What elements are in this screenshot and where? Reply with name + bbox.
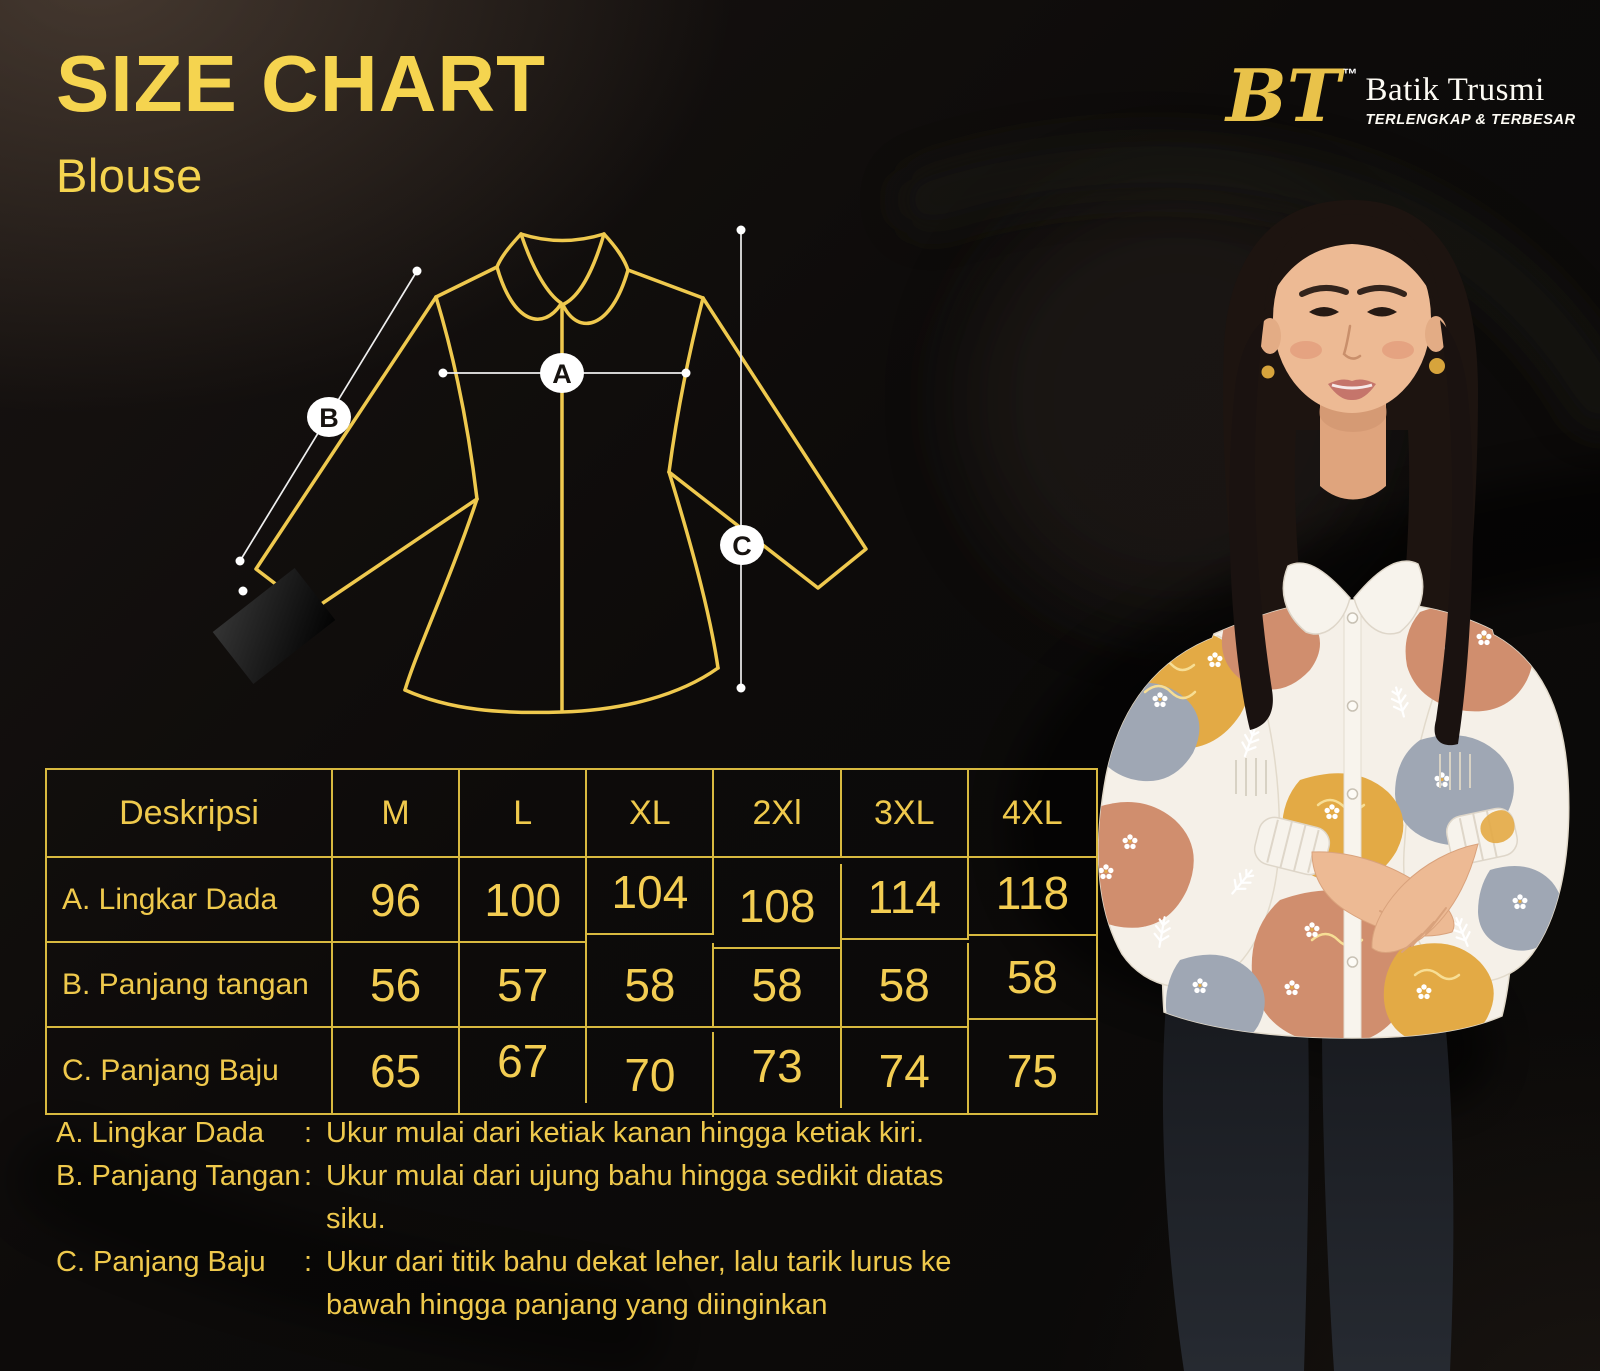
column-header: XL	[587, 770, 714, 858]
table-cell: 75	[1006, 1044, 1058, 1097]
brand-monogram: BT	[1226, 53, 1341, 138]
note-text: Ukur mulai dari ujung bahu hingga sedikit diatas siku.	[326, 1159, 944, 1235]
table-cell: 56	[333, 943, 460, 1028]
table-cell: 100	[460, 858, 587, 943]
column-header: L	[460, 770, 587, 858]
note-row	[56, 1241, 976, 1327]
note-row	[56, 1112, 976, 1155]
table-cell: 65	[333, 1028, 460, 1113]
header	[56, 39, 546, 203]
note-label: A. Lingkar Dada	[56, 1117, 264, 1149]
table-cell: 58	[969, 935, 1096, 1020]
table-cell: 108	[714, 864, 841, 949]
table-cell: 58	[842, 943, 969, 1028]
blouse-outline	[256, 234, 866, 712]
measurement-marker-a	[540, 353, 584, 393]
earring	[1262, 366, 1275, 379]
trademark-symbol: ™	[1342, 66, 1358, 83]
table-cell: 58	[587, 943, 714, 1028]
note-separator: :	[304, 1117, 313, 1149]
brand-logo	[1226, 53, 1576, 138]
svg-text:C: C	[732, 531, 752, 561]
blouse-measurement-diagram	[213, 226, 866, 713]
svg-text:B: B	[319, 403, 339, 433]
note-text: Ukur dari titik bahu dekat leher, lalu tarik lurus ke bawah hingga panjang yang diinginkan	[326, 1245, 952, 1321]
table-cell: 70	[587, 1032, 714, 1117]
note-label: B. Panjang Tangan	[56, 1159, 301, 1192]
model-legs	[1163, 1005, 1453, 1371]
table-cell: 73	[714, 1023, 841, 1108]
page-subtitle: Blouse	[56, 149, 203, 202]
note-text: Ukur mulai dari ketiak kanan hingga ketiak kiri.	[326, 1117, 924, 1149]
row-label: C. Panjang Baju	[47, 1028, 333, 1113]
earring	[1429, 358, 1445, 374]
table-cell: 57	[460, 943, 587, 1028]
table-cell: 74	[842, 1028, 969, 1113]
row-label: A. Lingkar Dada	[47, 858, 333, 943]
size-table	[45, 768, 1098, 1115]
brand-name: Batik Trusmi	[1365, 72, 1545, 108]
measurement-notes	[56, 1112, 976, 1327]
page-title: SIZE CHART	[56, 39, 546, 128]
svg-text:A: A	[552, 359, 572, 389]
column-header: 3XL	[842, 770, 969, 858]
table-cell: 118	[969, 851, 1096, 936]
column-header: M	[333, 770, 460, 858]
column-header: Deskripsi	[47, 770, 333, 858]
row-label: B. Panjang tangan	[47, 943, 333, 1028]
note-label: C. Panjang Baju	[56, 1245, 266, 1278]
table-cell: 114	[842, 855, 969, 940]
note-separator: :	[304, 1245, 313, 1278]
table-cell: 67	[460, 1018, 587, 1103]
note-separator: :	[304, 1159, 313, 1192]
note-row	[56, 1155, 976, 1241]
brand-tagline: TERLENGKAP & TERBESAR	[1365, 112, 1576, 128]
table-cell: 58	[714, 943, 841, 1028]
column-header: 4XL	[969, 770, 1096, 858]
table-cell: 96	[333, 858, 460, 943]
column-header: 2Xl	[714, 770, 841, 858]
cuff-dark-patch	[213, 568, 336, 684]
measurement-marker-b	[307, 397, 351, 437]
measurement-marker-c	[720, 525, 764, 565]
table-cell: 104	[587, 850, 714, 935]
